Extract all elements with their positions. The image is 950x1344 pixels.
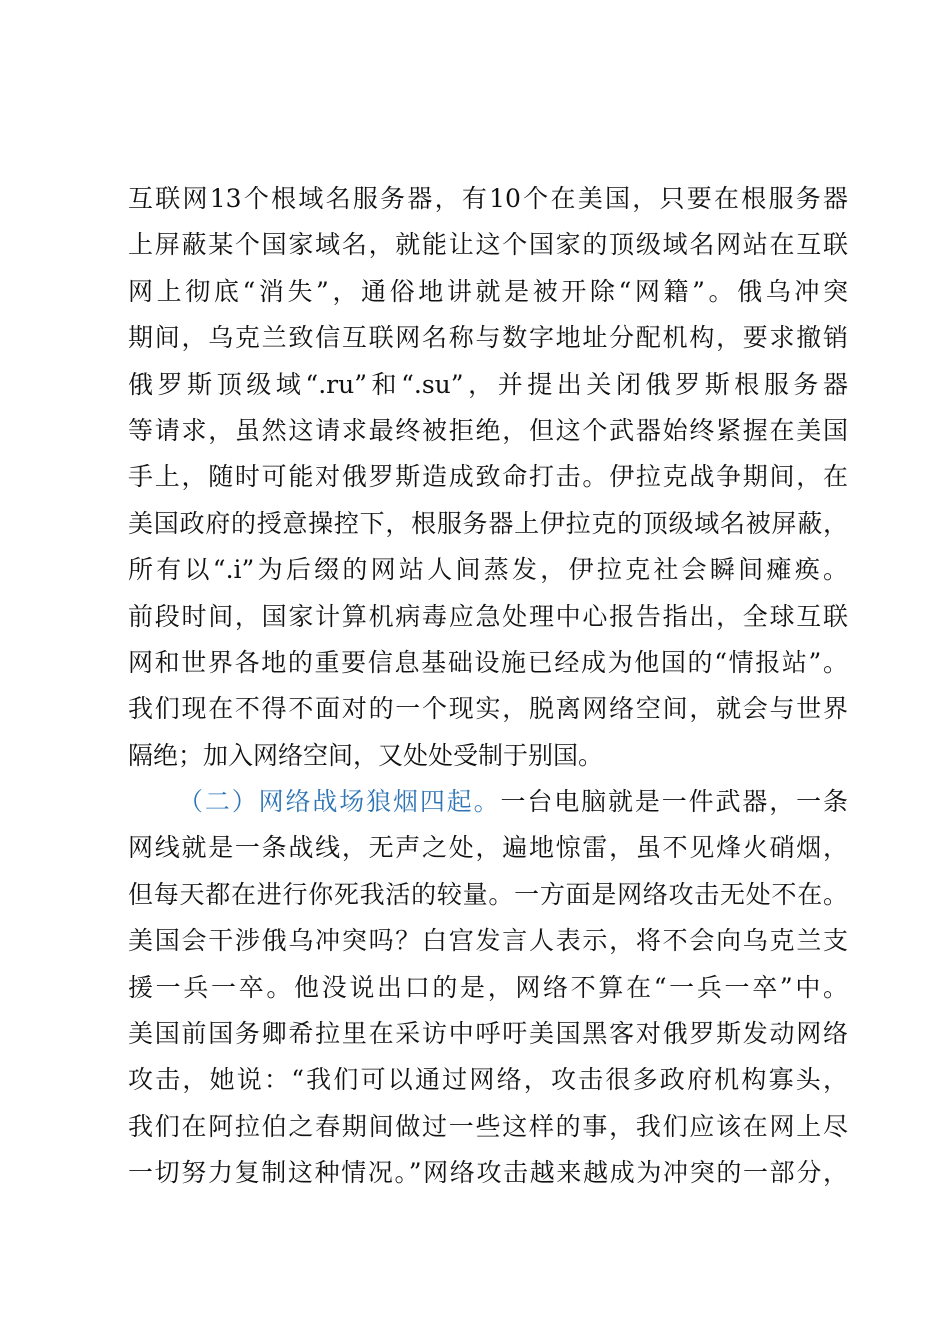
paragraph-line: 援一兵一卒。他没说出口的是，网络不算在“一兵一卒”中。 [128,972,848,1002]
paragraph-line: 我们现在不得不面对的一个现实，脱离网络空间，就会与世界 [128,694,848,724]
paragraph-line: 隔绝；加入网络空间，又处处受制于别国。 [128,740,604,770]
section-first-line-text: 一台电脑就是一件武器，一条 [500,787,848,817]
paragraph-line: 前段时间，国家计算机病毒应急处理中心报告指出，全球互联 [128,601,848,631]
section-heading: （二）网络战场狼烟四起。 [178,787,501,817]
paragraph-line: 手上，随时可能对俄罗斯造成致命打击。伊拉克战争期间，在 [128,462,848,492]
paragraph-line: 一切努力复制这种情况。”网络攻击越来越成为冲突的一部分， [128,1158,848,1188]
paragraph-line: 上屏蔽某个国家域名，就能让这个国家的顶级域名网站在互联 [128,230,848,260]
paragraph-line: 美国会干涉俄乌冲突吗？白宫发言人表示，将不会向乌克兰支 [128,926,848,956]
paragraph-line: 网上彻底“消失”，通俗地讲就是被开除“网籍”。俄乌冲突 [128,276,848,306]
paragraph-line: 但每天都在进行你死我活的较量。一方面是网络攻击无处不在。 [128,879,848,909]
paragraph-line: 等请求，虽然这请求最终被拒绝，但这个武器始终紧握在美国 [128,415,848,445]
paragraph-line: 期间，乌克兰致信互联网名称与数字地址分配机构，要求撤销 [128,323,848,353]
paragraph-line: 俄罗斯顶级域“.ru”和“.su”，并提出关闭俄罗斯根服务器 [128,369,848,399]
paragraph-line: 所有以“.i”为后缀的网站人间蒸发，伊拉克社会瞬间瘫痪。 [128,555,848,585]
paragraph-line: 互联网13个根域名服务器，有10个在美国，只要在根服务器 [128,184,848,213]
paragraph-line: 美国前国务卿希拉里在采访中呼吁美国黑客对俄罗斯发动网络 [128,1019,848,1049]
section-first-line [128,779,848,825]
paragraph-line: 网和世界各地的重要信息基础设施已经成为他国的“情报站”。 [128,647,848,677]
body-text [128,176,848,1197]
paragraph-line: 美国政府的授意操控下，根服务器上伊拉克的顶级域名被屏蔽， [128,508,848,538]
paragraph-line: 我们在阿拉伯之春期间做过一些这样的事，我们应该在网上尽 [128,1111,848,1141]
paragraph-line: 网线就是一条战线，无声之处，遍地惊雷，虽不见烽火硝烟， [128,833,848,863]
paragraph-line: 攻击，她说：“我们可以通过网络，攻击很多政府机构寡头， [128,1065,848,1095]
